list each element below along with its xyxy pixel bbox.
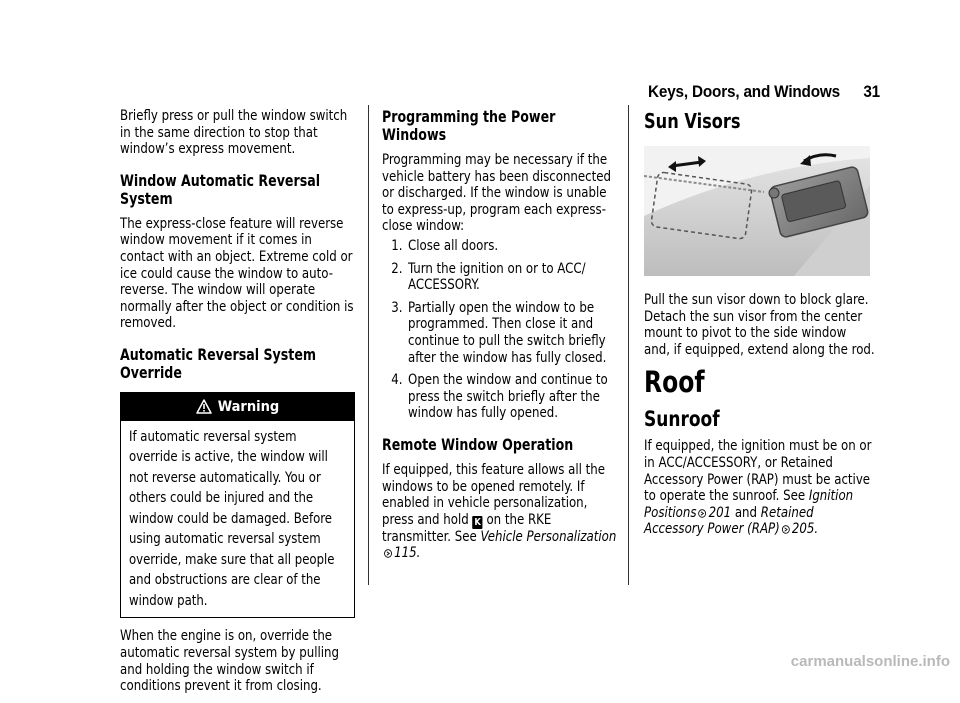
heading-sun-visors: Sun Visors bbox=[644, 109, 741, 133]
warning-label: Warning bbox=[217, 398, 280, 415]
heading-window-auto-reversal: Window Automatic Reversal System bbox=[120, 171, 321, 208]
warning-triangle-icon bbox=[196, 399, 212, 414]
column-divider-right bbox=[628, 105, 629, 585]
section-title: Keys, Doors, and Windows bbox=[648, 82, 840, 101]
warning-text: If automatic reversal system override is active, the window will not reverse automatically. You or others could be injured and the window could be damaged. Before using automatic reversal system override, make sure that all people and obstructions are clear of the window path. bbox=[129, 428, 335, 609]
running-header bbox=[628, 82, 880, 102]
column-3 bbox=[644, 108, 876, 546]
ref-page-number[interactable]: 205. bbox=[791, 521, 819, 538]
step-item: 2. Turn the ignition on or to ACC/ ACCESSORY. bbox=[391, 260, 586, 294]
remote-paragraph: If equipped, this feature allows all the windows to be opened remotely. If enabled in vehicle personalization, press and hold K on the RKE transmitter. See Vehicle Personalization115. bbox=[382, 461, 617, 562]
watermark: carmanualsonline.info bbox=[790, 653, 950, 670]
sun-visors-paragraph: Pull the sun visor down to block glare. Detach the sun visor from the center mount to pivot to the side window and, if equipped, extend along the rod. bbox=[644, 292, 875, 358]
window-auto-reversal-paragraph: The express-close feature will reverse window movement if it comes in contact with an object. Extreme cold or ice could cause the window to auto-reverse. The window will operate normally after the object or condition is removed. bbox=[120, 215, 354, 332]
ref-vehicle-personalization[interactable]: Vehicle Personalization bbox=[480, 528, 617, 545]
column-1 bbox=[120, 108, 355, 703]
sunroof-paragraph: If equipped, the ignition must be on or in ACC/ACCESSORY, or Retained Accessory Power (RAP) must be active to operate the sunroof. See Ignition Positions 201 and Retained Accessory Power (RAP) 205. bbox=[644, 438, 872, 538]
step-item: 1. Close all doors. bbox=[391, 237, 499, 254]
override-instructions: When the engine is on, override the automatic reversal system by pulling and holding the window switch if conditions prevent it from closing. bbox=[120, 628, 340, 695]
remote-start-key-icon: K bbox=[474, 516, 481, 528]
programming-paragraph: Programming may be necessary if the vehicle battery has been disconnected or discharged. If the window is unable to express-up, program each express-close window: bbox=[382, 152, 612, 235]
heading-programming-windows: Programming the Power Windows bbox=[382, 108, 556, 144]
warning-body bbox=[121, 421, 354, 618]
heading-reversal-override: Automatic Reversal System Override bbox=[120, 345, 317, 382]
heading-sunroof: Sunroof bbox=[644, 407, 720, 432]
ref-retained-accessory-power[interactable]: Retained Accessory Power (RAP) bbox=[644, 504, 814, 538]
page-reference-arrow-icon bbox=[698, 509, 706, 518]
intro-paragraph: Briefly press or pull the window switch in the same direction to stop that window’s express movement. bbox=[120, 108, 348, 158]
heading-roof: Roof bbox=[644, 365, 705, 400]
ref-page-number[interactable]: 201 bbox=[708, 504, 732, 521]
page-reference-arrow-icon bbox=[782, 525, 790, 534]
warning-header bbox=[121, 393, 354, 421]
page-number: 31 bbox=[863, 82, 880, 101]
ref-ignition-positions[interactable]: Ignition Positions bbox=[644, 488, 854, 521]
page-reference-arrow-icon bbox=[384, 549, 392, 558]
warning-box bbox=[120, 392, 355, 619]
ref-page-number[interactable]: 115. bbox=[394, 545, 421, 562]
programming-steps bbox=[382, 238, 620, 422]
sun-visor-illustration bbox=[644, 146, 870, 276]
step-item: 4. Open the window and continue to press the switch briefly after the window has fully opened. bbox=[391, 372, 608, 422]
column-divider-left bbox=[368, 105, 369, 585]
step-item: 3. Partially open the window to be programmed. Then close it and continue to pull the switch briefly after the window has fully closed. bbox=[391, 299, 607, 366]
heading-remote-window: Remote Window Operation bbox=[382, 435, 574, 454]
column-2 bbox=[382, 108, 620, 570]
